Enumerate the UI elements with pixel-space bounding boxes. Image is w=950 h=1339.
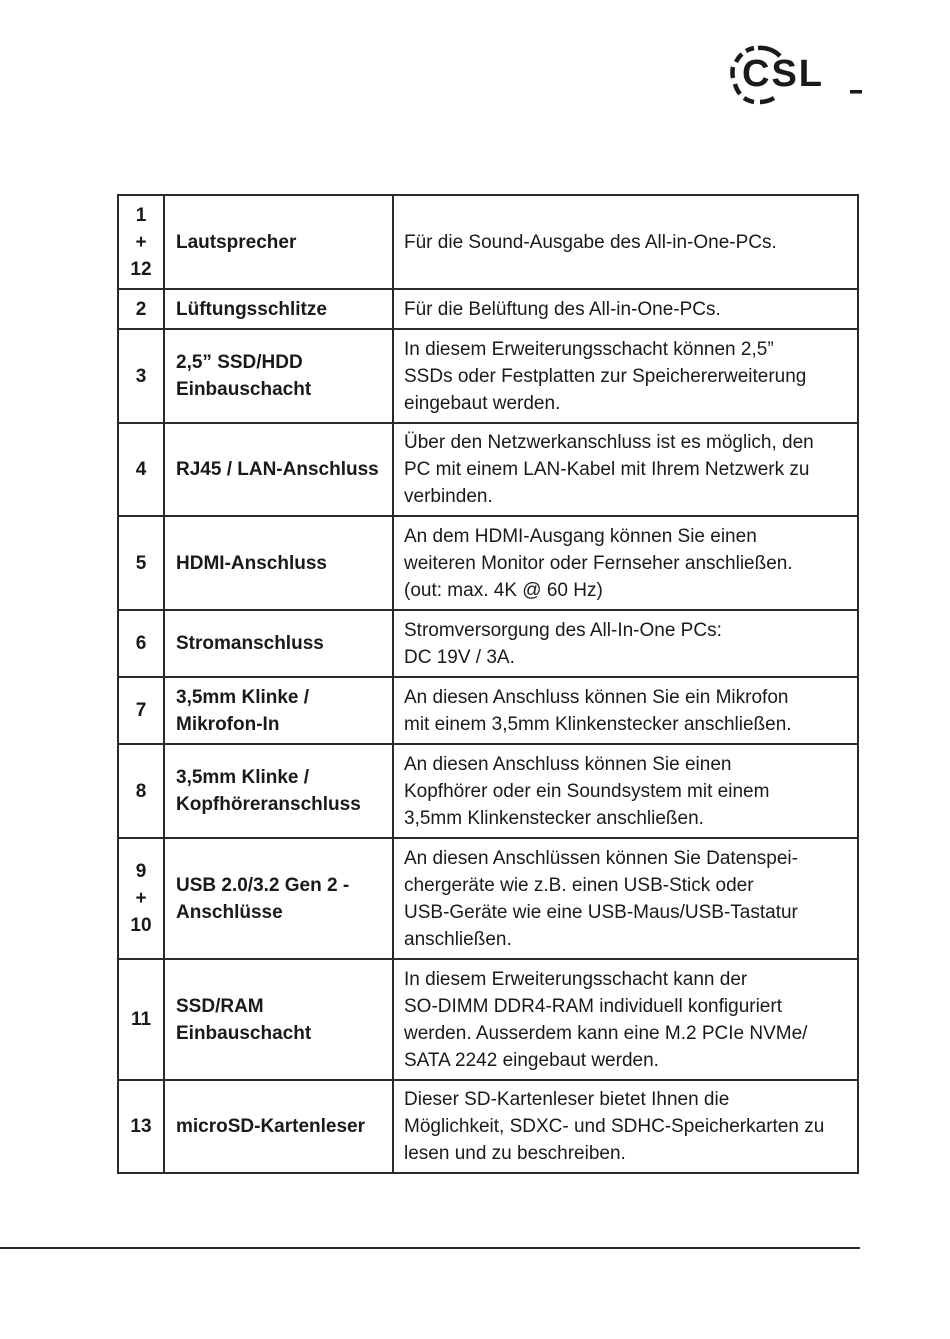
table-row bbox=[118, 838, 858, 959]
component-description: Für die Belüftung des All-in-One-PCs. bbox=[393, 289, 858, 329]
table-row bbox=[118, 516, 858, 610]
component-description: An dem HDMI-Ausgang können Sie einen weiteren Monitor oder Fernseher anschließen. (out: max. 4K @ 60 Hz) bbox=[393, 516, 858, 610]
csl-logo bbox=[728, 42, 868, 108]
component-name: Stromanschluss bbox=[164, 610, 393, 677]
svg-text:CSL: CSL bbox=[742, 53, 824, 95]
row-number: 5 bbox=[118, 516, 164, 610]
component-description: An diesen Anschluss können Sie ein Mikrofon mit einem 3,5mm Klinkenstecker anschließen. bbox=[393, 677, 858, 744]
component-description: In diesem Erweiterungsschacht können 2,5” SSDs oder Festplatten zur Speichererweiterung eingebaut werden. bbox=[393, 329, 858, 423]
table-row bbox=[118, 610, 858, 677]
component-description: Dieser SD-Kartenleser bietet Ihnen die Möglichkeit, SDXC- und SDHC-Speicherkarten zu lesen und zu beschreiben. bbox=[393, 1080, 858, 1173]
component-description: An diesen Anschlüssen können Sie Datenspei- chergeräte wie z.B. einen USB-Stick oder USB-Geräte wie eine USB-Maus/USB-Tastatur anschließen. bbox=[393, 838, 858, 959]
component-description: Stromversorgung des All-In-One PCs: DC 19V / 3A. bbox=[393, 610, 858, 677]
component-name: Lüftungsschlitze bbox=[164, 289, 393, 329]
table-row bbox=[118, 959, 858, 1080]
component-description: In diesem Erweiterungsschacht kann der SO-DIMM DDR4-RAM individuell konfiguriert werden. Ausserdem kann eine M.2 PCIe NVMe/ SATA 2242 eingebaut werden. bbox=[393, 959, 858, 1080]
component-name: 3,5mm Klinke / Mikrofon-In bbox=[164, 677, 393, 744]
component-description: An diesen Anschluss können Sie einen Kopfhörer oder ein Soundsystem mit einem 3,5mm Klinkenstecker anschließen. bbox=[393, 744, 858, 838]
row-number: 7 bbox=[118, 677, 164, 744]
row-number: 9 + 10 bbox=[118, 838, 164, 959]
row-number: 3 bbox=[118, 329, 164, 423]
component-name: Lautsprecher bbox=[164, 195, 393, 289]
table-row bbox=[118, 1080, 858, 1173]
component-name: microSD-Kartenleser bbox=[164, 1080, 393, 1173]
row-number: 13 bbox=[118, 1080, 164, 1173]
table-row bbox=[118, 744, 858, 838]
table-row bbox=[118, 289, 858, 329]
component-name: USB 2.0/3.2 Gen 2 - Anschlüsse bbox=[164, 838, 393, 959]
component-name: RJ45 / LAN-Anschluss bbox=[164, 423, 393, 516]
table-row bbox=[118, 423, 858, 516]
table-row bbox=[118, 677, 858, 744]
row-number: 6 bbox=[118, 610, 164, 677]
row-number: 4 bbox=[118, 423, 164, 516]
table-row bbox=[118, 329, 858, 423]
component-name: SSD/RAM Einbauschacht bbox=[164, 959, 393, 1080]
component-name: 3,5mm Klinke / Kopfhöreranschluss bbox=[164, 744, 393, 838]
row-number: 8 bbox=[118, 744, 164, 838]
spec-table bbox=[117, 194, 859, 1174]
table-row bbox=[118, 195, 858, 289]
footer-divider bbox=[0, 1247, 860, 1249]
component-description: Über den Netzwerkanschluss ist es möglich, den PC mit einem LAN-Kabel mit Ihrem Netzwerk zu verbinden. bbox=[393, 423, 858, 516]
component-name: 2,5” SSD/HDD Einbauschacht bbox=[164, 329, 393, 423]
row-number: 2 bbox=[118, 289, 164, 329]
row-number: 1 + 12 bbox=[118, 195, 164, 289]
row-number: 11 bbox=[118, 959, 164, 1080]
component-description: Für die Sound-Ausgabe des All-in-One-PCs. bbox=[393, 195, 858, 289]
component-name: HDMI-Anschluss bbox=[164, 516, 393, 610]
